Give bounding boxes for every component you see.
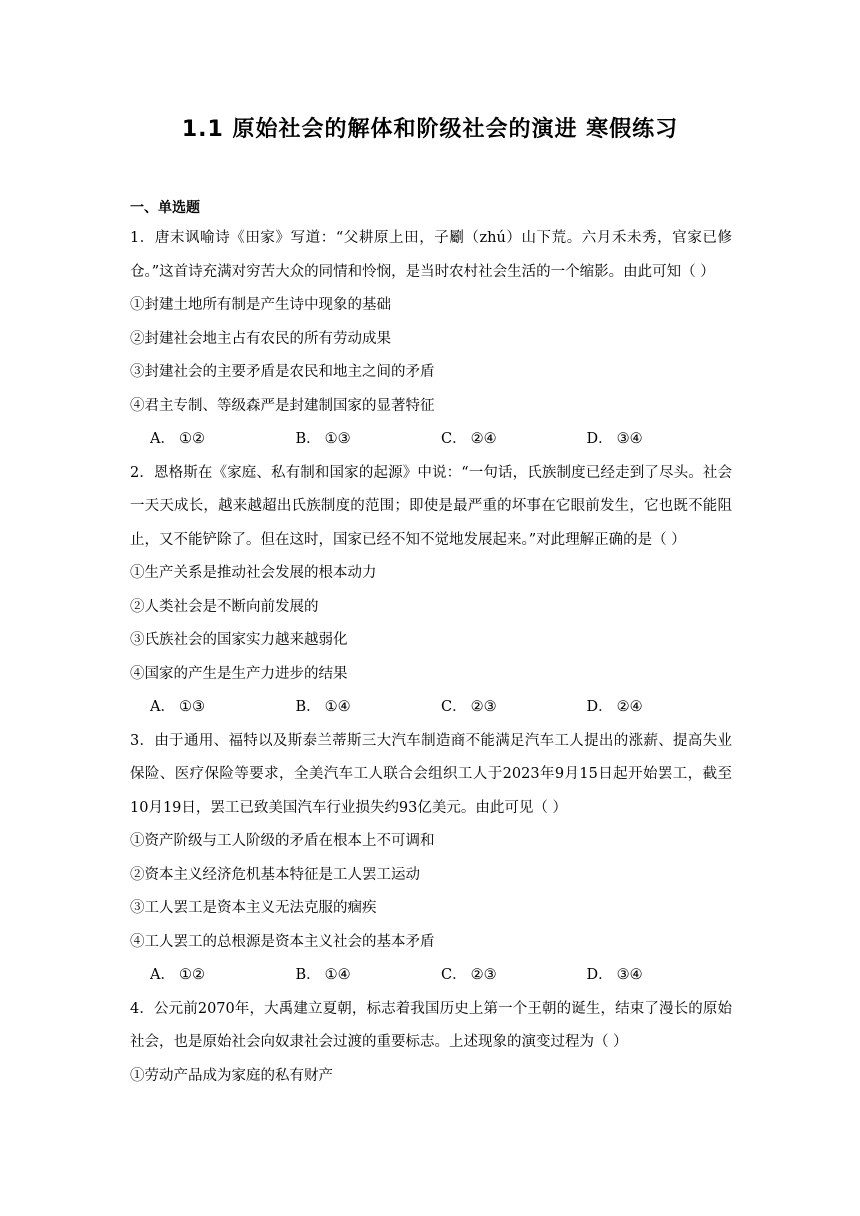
question-stem: 4．公元前2070年，大禹建立夏朝，标志着我国历史上第一个王朝的诞生，结束了漫长的原始社会，也是原始社会向奴隶社会过渡的重要标志。上述现象的演变过程为（ ） — [130, 1000, 732, 1050]
choice-b: B． ①③ — [295, 431, 351, 447]
question-2 — [130, 457, 732, 725]
statement-option: ④君主专制、等级森严是封建制国家的显著特征 — [130, 397, 435, 414]
statement-option: ①资产阶级与工人阶级的矛盾在根本上不可调和 — [130, 833, 435, 849]
statement-option: ③氏族社会的国家实力越来越弱化 — [130, 632, 348, 648]
document-content — [130, 197, 732, 1093]
question-4 — [130, 993, 732, 1094]
question-stem: 1．唐末讽喻诗《田家》写道：“父耕原上田，子劚（zhú）山下荒。六月禾未秀，官家已修仓。”这首诗充满对穷苦大众的同情和怜悯，是当时农村社会生活的一个缩影。由此可知（ ） — [130, 230, 732, 280]
choice-a: A． ①② — [150, 967, 205, 983]
question-stem: 2．恩格斯在《家庭、私有制和国家的起源》中说：“一句话，氏族制度已经走到了尽头。社会一天天成长，越来越超出氏族制度的范围；即使是最严重的坏事在它眼前发生，它也既不能阻止，又不能铲除了。但在这时，国家已经不知不觉地发展起来。”对此理解正确的是（ ） — [130, 464, 732, 548]
choice-c: C． ②③ — [441, 967, 497, 983]
statement-option: ②资本主义经济危机基本特征是工人罢工运动 — [130, 866, 420, 883]
choice-a: A． ①② — [150, 431, 205, 447]
question-stem: 3．由于通用、福特以及斯泰兰蒂斯三大汽车制造商不能满足汽车工人提出的涨薪、提高失业保险、医疗保险等要求，全美汽车工人联合会组织工人于2023年9月15日起开始罢工，截至10月19日，罢工已致美国汽车行业损失约93亿美元。由此可见（ ） — [130, 732, 732, 816]
statement-option: ①生产关系是推动社会发展的根本动力 — [130, 565, 377, 581]
choice-d: D． ③④ — [586, 431, 643, 447]
choice-d: D． ②④ — [586, 699, 643, 715]
answer-choices — [130, 423, 732, 457]
statement-option: ②封建社会地主占有农民的所有劳动成果 — [130, 330, 391, 347]
page-title: 1.1 原始社会的解体和阶级社会的演进 寒假练习 — [181, 117, 679, 142]
question-1 — [130, 222, 732, 457]
statement-option: ③封建社会的主要矛盾是农民和地主之间的矛盾 — [130, 364, 435, 380]
statement-option: ②人类社会是不断向前发展的 — [130, 598, 319, 615]
statement-option: ①劳动产品成为家庭的私有财产 — [130, 1067, 333, 1084]
statement-option: ③工人罢工是资本主义无法克服的痼疾 — [130, 900, 377, 916]
choice-a: A． ①③ — [150, 699, 205, 715]
choice-d: D． ③④ — [586, 967, 643, 983]
answer-choices — [130, 691, 732, 725]
question-3 — [130, 725, 732, 993]
choice-b: B． ①④ — [295, 967, 351, 983]
statement-option: ①封建土地所有制是产生诗中现象的基础 — [130, 297, 391, 313]
choice-b: B． ①④ — [295, 699, 351, 715]
answer-choices — [130, 959, 732, 993]
statement-option: ④工人罢工的总根源是资本主义社会的基本矛盾 — [130, 933, 435, 950]
section-heading: 一、单选题 — [130, 200, 200, 216]
choice-c: C． ②④ — [441, 431, 497, 447]
statement-option: ④国家的产生是生产力进步的结果 — [130, 665, 348, 682]
choice-c: C． ②③ — [441, 699, 497, 715]
